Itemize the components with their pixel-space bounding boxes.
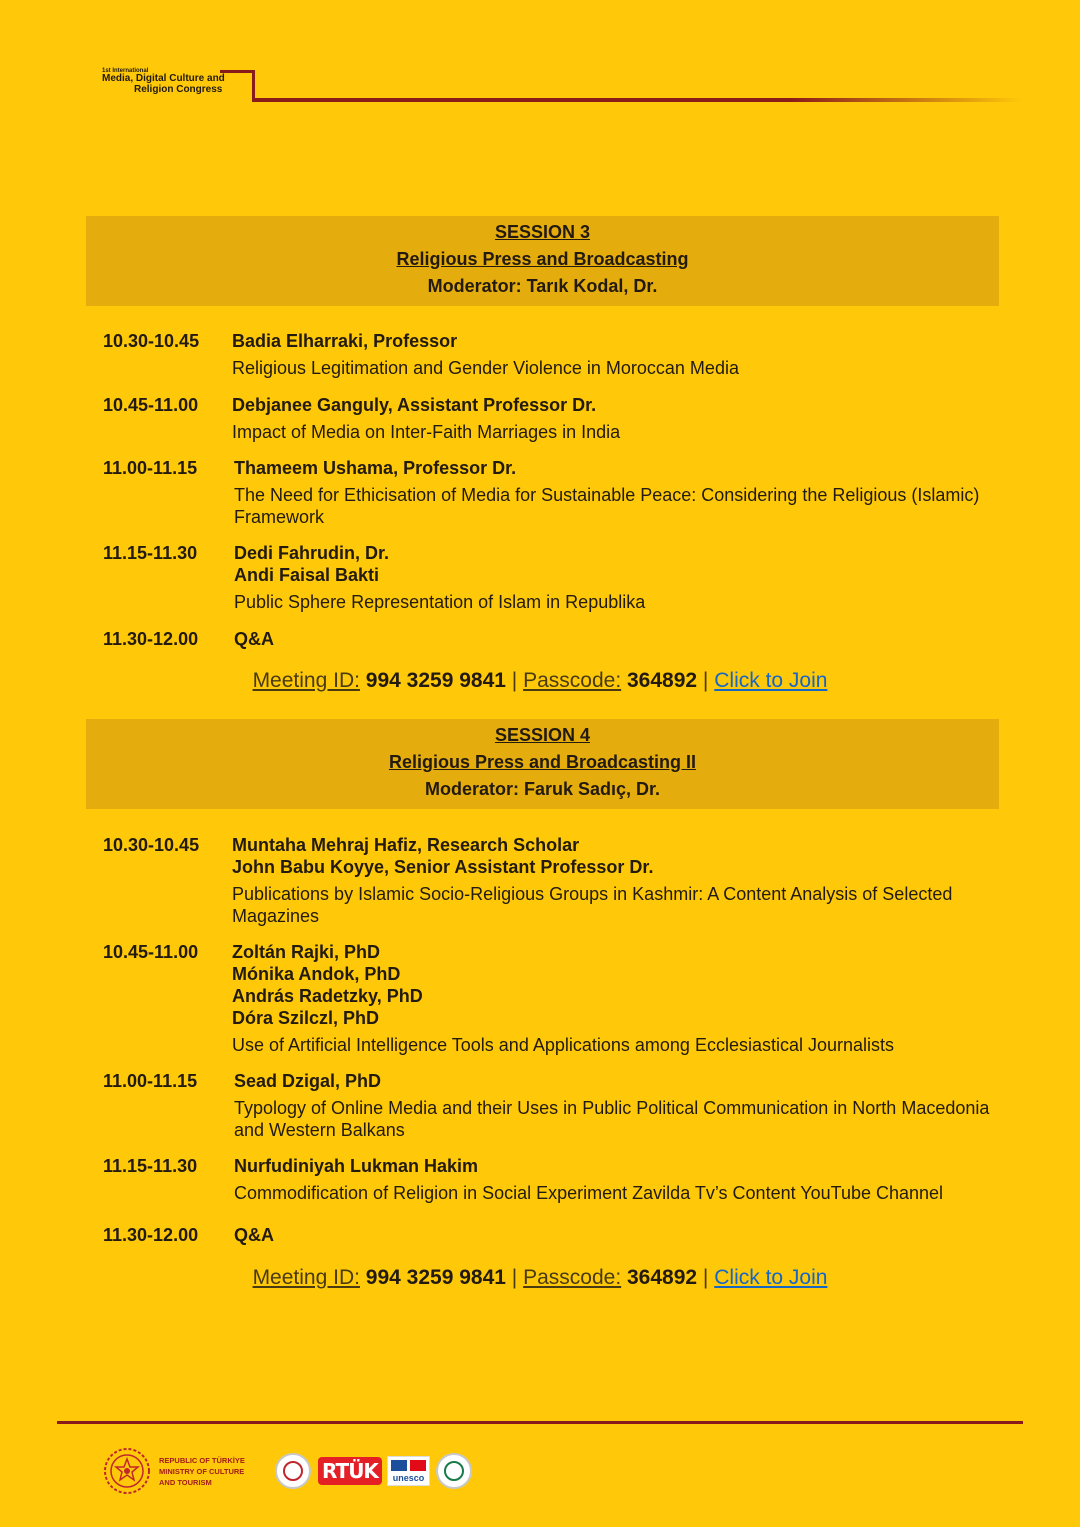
- header-rule: [252, 98, 1022, 102]
- ministry-seal-icon: [103, 1447, 151, 1495]
- talk-time: 10.45-11.00: [103, 395, 199, 415]
- flag-icon: [410, 1460, 426, 1471]
- ministry-name: [159, 1455, 269, 1488]
- speaker-name: Andi Faisal Bakti: [234, 565, 380, 585]
- footer-rule: [57, 1421, 1023, 1424]
- speaker-name: Sead Dzigal, PhD: [234, 1071, 382, 1091]
- talk-entry: [103, 941, 993, 1056]
- separator: |: [702, 1266, 709, 1289]
- congress-title-line1: Media, Digital Culture and: [102, 73, 225, 85]
- talk-entry: [103, 457, 993, 528]
- talk-title: Commodification of Religion in Social Experiment Zavilda Tv’s Content YouTube Channel: [234, 1183, 944, 1203]
- speaker-name: Zoltán Rajki, PhD: [232, 942, 381, 962]
- talk-time: 11.00-11.15: [103, 458, 198, 478]
- session-3-header: [86, 216, 999, 306]
- join-link[interactable]: Click to Join: [714, 669, 828, 692]
- talk-title: Typology of Online Media and their Uses in Public Political Communication in North Macedonia and Western Balkans: [234, 1098, 990, 1140]
- passcode: 364892: [627, 669, 698, 692]
- talk-title: Use of Artificial Intelligence Tools and Applications among Ecclesiastical Journalists: [232, 1035, 895, 1055]
- talk-time: 11.00-11.15: [103, 1071, 198, 1091]
- talk-time: 11.15-11.30: [103, 543, 198, 563]
- meeting-id-label: Meeting ID:: [252, 669, 360, 692]
- speaker-name: Muntaha Mehraj Hafiz, Research Scholar: [232, 835, 580, 855]
- talk-title: The Need for Ethicisation of Media for Sustainable Peace: Considering the Religious (Islamic) Framework: [234, 485, 980, 527]
- page-header: [0, 0, 1080, 110]
- talk-entry: [103, 542, 993, 613]
- university-logo-icon: [275, 1453, 311, 1489]
- talk-entry: [103, 834, 993, 927]
- talk-time: 11.30-12.00: [103, 629, 199, 649]
- unesco-logo: [387, 1456, 430, 1486]
- passcode-label: Passcode:: [523, 669, 622, 692]
- talk-time: 10.30-10.45: [103, 331, 200, 351]
- ministry-line: REPUBLIC OF TÜRKİYE: [159, 1456, 245, 1465]
- talk-entry: [103, 628, 993, 650]
- speaker-name: John Babu Koyye, Senior Assistant Professor Dr.: [232, 857, 654, 877]
- speaker-name: Mónika Andok, PhD: [232, 964, 401, 984]
- session-moderator: Moderator: Faruk Sadıç, Dr.: [424, 779, 661, 799]
- speaker-name: Nurfudiniyah Lukman Hakim: [234, 1156, 479, 1176]
- meeting-id-label: Meeting ID:: [252, 1266, 360, 1289]
- qa-label: Q&A: [234, 629, 274, 649]
- talk-entry: [103, 330, 993, 379]
- qa-label: Q&A: [234, 1225, 274, 1245]
- separator: |: [702, 669, 709, 692]
- speaker-name: Badia Elharraki, Professor: [232, 331, 458, 351]
- separator: |: [511, 669, 518, 692]
- unesco-label: unesco: [392, 1473, 425, 1483]
- talk-entry: [103, 1224, 993, 1246]
- separator: |: [511, 1266, 518, 1289]
- meeting-id: 994 3259 9841: [365, 669, 506, 692]
- talk-time: 11.30-12.00: [103, 1225, 199, 1245]
- passcode: 364892: [627, 1266, 698, 1289]
- talk-entry: [103, 1155, 993, 1204]
- talk-title: Publications by Islamic Socio-Religious Groups in Kashmir: A Content Analysis of Selected Magazines: [232, 884, 953, 926]
- session-label: SESSION 3: [494, 222, 591, 242]
- speaker-name: Dóra Szilczl, PhD: [232, 1008, 380, 1028]
- session-label: SESSION 4: [494, 725, 591, 745]
- speaker-name: András Radetzky, PhD: [232, 986, 423, 1006]
- flag-icon: [391, 1460, 407, 1471]
- passcode-label: Passcode:: [523, 1266, 622, 1289]
- session-moderator: Moderator: Tarık Kodal, Dr.: [427, 276, 658, 296]
- ministry-line: AND TOURISM: [159, 1478, 212, 1487]
- meeting-info: [0, 668, 1080, 694]
- partner-emblem-icon: [436, 1453, 472, 1489]
- meeting-id: 994 3259 9841: [365, 1266, 506, 1289]
- talk-title: Impact of Media on Inter-Faith Marriages in India: [232, 422, 621, 442]
- talk-entry: [103, 1070, 993, 1141]
- talk-title: Public Sphere Representation of Islam in Republika: [234, 592, 646, 612]
- speaker-name: Debjanee Ganguly, Assistant Professor Dr.: [232, 395, 597, 415]
- talk-title: Religious Legitimation and Gender Violence in Moroccan Media: [232, 358, 739, 378]
- talk-time: 10.30-10.45: [103, 835, 200, 855]
- session-4-header: [86, 719, 999, 809]
- meeting-info: [0, 1265, 1080, 1291]
- session-theme: Religious Press and Broadcasting II: [388, 752, 697, 772]
- congress-edition: 1st International: [102, 68, 149, 74]
- speaker-name: Dedi Fahrudin, Dr.: [234, 543, 390, 563]
- talk-time: 11.15-11.30: [103, 1156, 198, 1176]
- header-rule-top: [220, 70, 255, 73]
- talk-time: 10.45-11.00: [103, 942, 199, 962]
- rtuk-logo: RTÜK: [318, 1457, 382, 1485]
- speaker-name: Thameem Ushama, Professor Dr.: [234, 458, 517, 478]
- talk-entry: [103, 394, 993, 443]
- congress-title-line2: Religion Congress: [134, 83, 223, 95]
- ministry-line: MINISTRY OF CULTURE: [159, 1467, 245, 1476]
- join-link[interactable]: Click to Join: [714, 1266, 828, 1289]
- session-theme: Religious Press and Broadcasting: [396, 249, 689, 269]
